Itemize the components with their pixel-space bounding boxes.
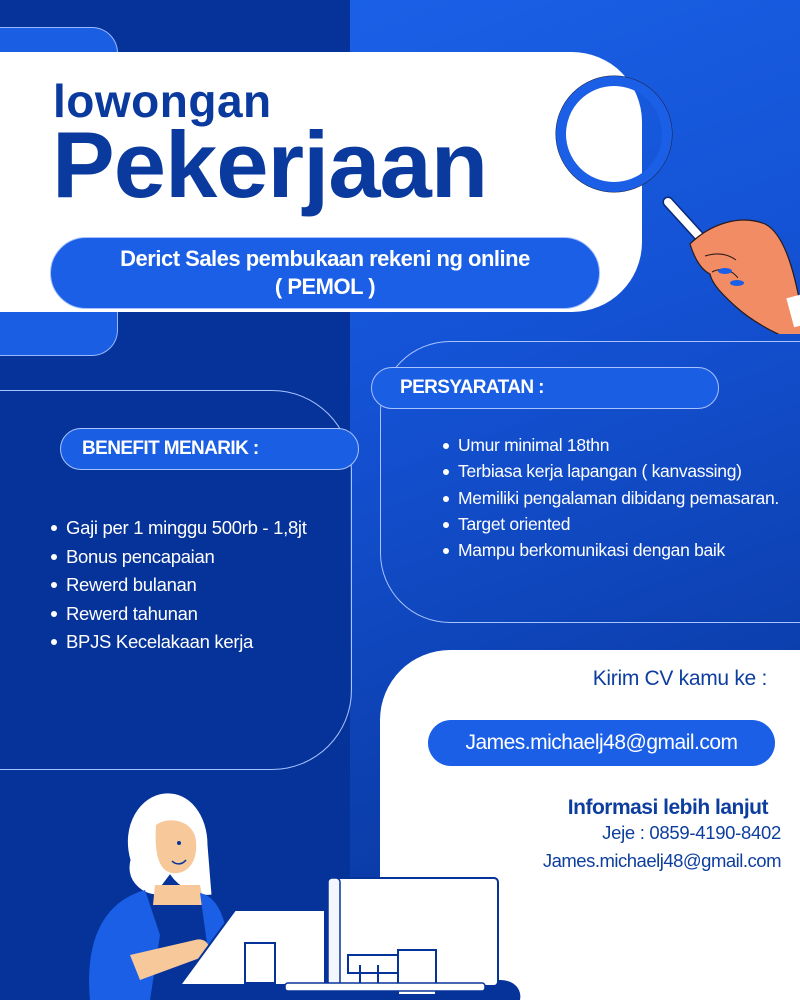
requirement-item: Mampu berkomunikasi dengan baik bbox=[442, 537, 782, 563]
requirement-item: Memiliki pengalaman dibidang pemasaran. bbox=[442, 485, 782, 511]
woman-at-desk-illustration bbox=[60, 785, 540, 1000]
job-title-pill bbox=[50, 237, 600, 309]
requirement-item: Umur minimal 18thn bbox=[442, 432, 782, 458]
email-button[interactable]: James.michaelj48@gmail.com bbox=[428, 720, 775, 766]
hero-title-large: Pekerjaan bbox=[52, 112, 488, 217]
requirement-item: Terbiasa kerja lapangan ( kanvassing) bbox=[442, 458, 782, 484]
hero-title-small: lowongan bbox=[53, 75, 272, 127]
benefit-item: Gaji per 1 minggu 500rb - 1,8jt bbox=[50, 514, 320, 543]
contact-email[interactable]: James.michaelj48@gmail.com bbox=[542, 850, 781, 871]
phone-stand-icon bbox=[245, 943, 275, 983]
requirements-list bbox=[442, 432, 782, 563]
requirements-heading: PERSYARATAN : bbox=[371, 367, 719, 409]
send-cv-label: Kirim CV kamu ke : bbox=[592, 667, 767, 690]
benefit-item: Bonus pencapaian bbox=[50, 543, 320, 572]
magnifying-glass-icon bbox=[540, 74, 800, 334]
benefit-item: Rewerd tahunan bbox=[50, 600, 320, 629]
contact-phone[interactable]: Jeje : 0859-4190-8402 bbox=[602, 822, 781, 843]
requirement-item: Target oriented bbox=[442, 511, 782, 537]
job-title-line2: ( PEMOL ) bbox=[274, 274, 376, 299]
job-title-line1: Derict Sales pembukaan rekeni ng online bbox=[120, 246, 530, 271]
hand-icon bbox=[690, 220, 800, 334]
more-info-title: Informasi lebih lanjut bbox=[567, 796, 768, 819]
benefit-item: Rewerd bulanan bbox=[50, 571, 320, 600]
benefit-heading: BENEFIT MENARIK : bbox=[60, 428, 359, 470]
benefit-item: BPJS Kecelakaan kerja bbox=[50, 628, 320, 657]
benefit-list bbox=[50, 514, 320, 657]
